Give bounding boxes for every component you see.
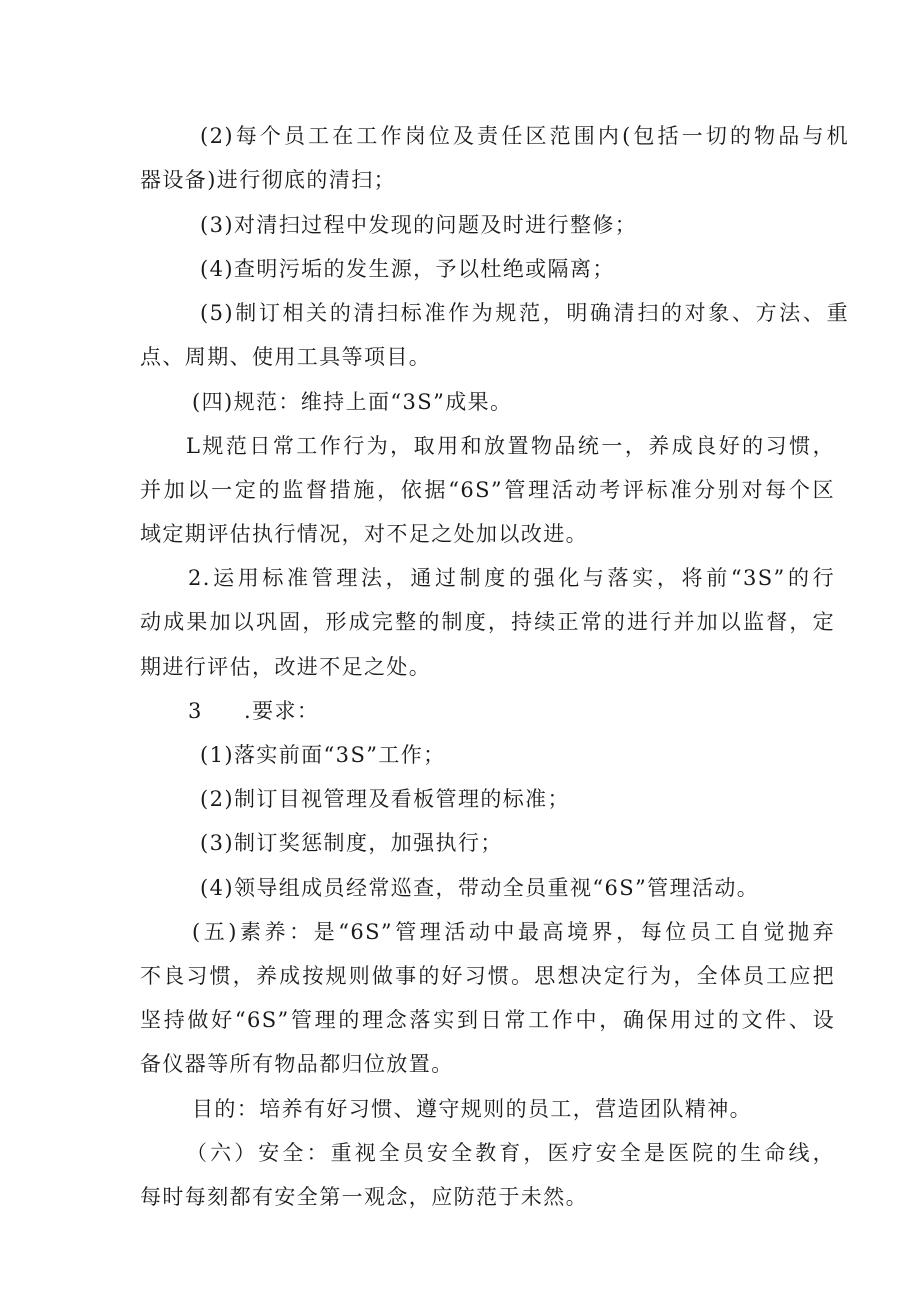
paragraph-line: 不良习惯，养成按规则做事的好习惯。思想决定行为，全体员工应把 [140,964,835,988]
paragraph-line: 点、周期、使用工具等项目。 [140,345,432,369]
paragraph-line: 动成果加以巩固，形成完整的制度，持续正常的进行并加以监督，定 [140,610,835,634]
paragraph-line: 备仪器等所有物品都归位放置。 [140,1052,454,1076]
paragraph-line: (4)领导组成员经常巡查，带动全员重视“6S”管理活动。 [200,876,760,900]
list-number: 3 [188,699,203,723]
paragraph-line: (2)每个员工在工作岗位及责任区范围内(包括一切的物品与机 [200,124,849,148]
paragraph-line: (2)制订目视管理及看板管理的标准； [200,787,570,811]
paragraph-line: 域定期评估执行情况，对不足之处加以改进。 [140,522,588,546]
paragraph-line: 并加以一定的监督措施，依据“6S”管理活动考评标准分别对每个区 [140,478,835,502]
paragraph-line: L规范日常工作行为，取用和放置物品统一，养成良好的习惯， [186,434,835,458]
paragraph-line: 坚持做好“6S”管理的理念落实到日常工作中，确保用过的文件、设 [140,1008,835,1032]
paragraph-line: .要求： [244,699,320,723]
section-heading: (五)素养：是“6S”管理活动中最高境界，每位员工自觉抛弃 [192,920,835,944]
section-heading: （六）安全：重视全员安全教育，医疗安全是医院的生命线， [186,1141,835,1165]
paragraph-line: (3)制订奖惩制度，加强执行； [200,831,503,855]
paragraph-line: (1)落实前面“3S”工作； [200,743,446,767]
paragraph-line: 每时每刻都有安全第一观念，应防范于未然。 [140,1185,588,1209]
paragraph-line: 2.运用标准管理法，通过制度的强化与落实，将前“3S”的行 [188,566,835,590]
paragraph-line: (5)制订相关的清扫标准作为规范，明确清扫的对象、方法、重 [200,301,849,325]
paragraph-line: 期进行评估，改进不足之处。 [140,655,432,679]
paragraph-line: 目的：培养有好习惯、遵守规则的员工，营造团队精神。 [192,1097,752,1121]
paragraph-line: 器设备)进行彻底的清扫； [140,168,396,192]
paragraph-line: (4)查明污垢的发生源，予以杜绝或隔离； [200,257,615,281]
paragraph-line: (3)对清扫过程中发现的问题及时进行整修； [200,213,638,237]
section-heading: (四)规范：维持上面“3S”成果。 [192,390,513,414]
